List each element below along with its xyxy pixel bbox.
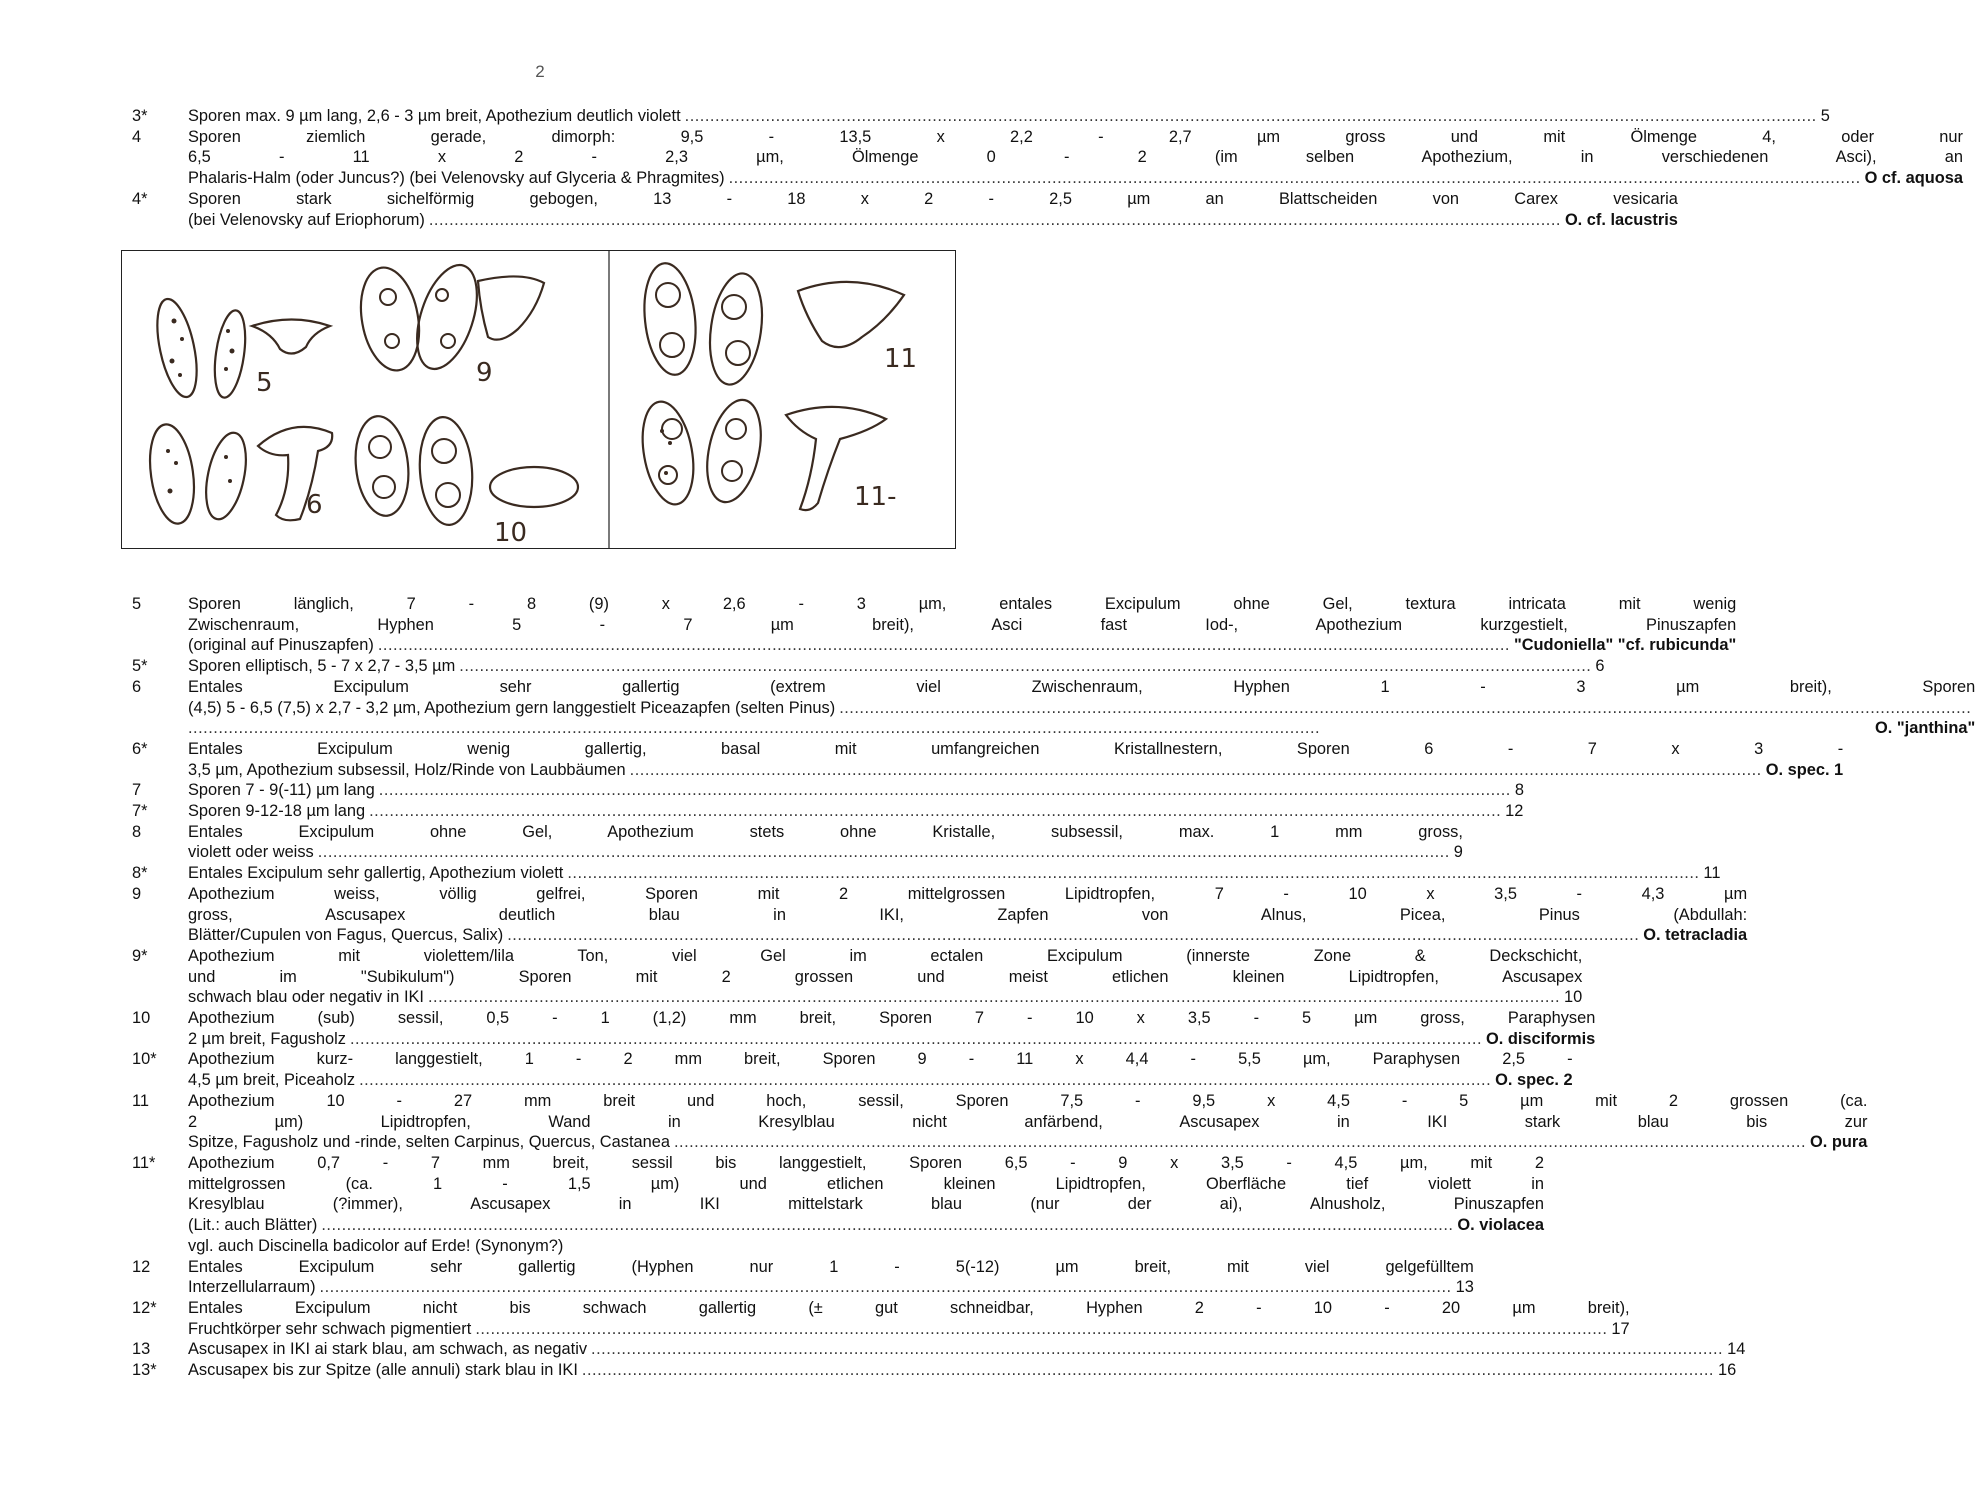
key-entry — [130, 739, 1844, 780]
leader-result: 8 — [1514, 781, 1524, 800]
leader-line — [188, 1215, 1544, 1236]
leader-line — [188, 210, 1678, 231]
leader-text: (bei Velenovsky auf Eriophorum) — [188, 210, 425, 229]
couplet-text — [188, 1091, 1867, 1153]
spore-drawing — [144, 422, 200, 527]
couplet-text — [188, 677, 1975, 739]
couplet-number: 5 — [132, 595, 142, 613]
key-entry — [130, 1049, 1573, 1090]
leader-line — [188, 1339, 1745, 1360]
leader-line — [188, 987, 1582, 1008]
leader-text: 3,5 µm, Apothezium subsessil, Holz/Rinde von Laubbäumen — [188, 760, 626, 779]
leader-result: O. tetracladia — [1643, 926, 1748, 945]
couplet-text — [188, 780, 1524, 801]
leader-text: Blätter/Cupulen von Fagus, Quercus, Salix) — [188, 926, 504, 945]
couplet-text — [188, 1008, 1595, 1049]
couplet-text — [188, 1257, 1474, 1298]
couplet-number: 11 — [132, 1091, 150, 1110]
couplet-text — [188, 106, 1830, 127]
leader-result: O. violacea — [1457, 1216, 1544, 1235]
leader-line — [188, 718, 1975, 739]
leader-line — [188, 925, 1747, 946]
couplet-text — [188, 189, 1678, 230]
text-line: Apothezium kurz- langgestielt, 1 - 2 mm breit, Sporen 9 - 11 x 4,4 - 5,5 µm, Paraphysen 2,5 - — [188, 1050, 1573, 1069]
couplet-number: 10 — [132, 1009, 151, 1028]
drawing-label: 9 — [476, 358, 493, 388]
dot-leader — [567, 863, 1699, 884]
key-entry — [130, 863, 1721, 884]
leader-result: 16 — [1717, 1361, 1737, 1380]
couplet-text — [188, 801, 1523, 822]
spore-drawing — [210, 308, 250, 399]
couplet-text — [188, 1153, 1544, 1257]
dot-leader — [507, 925, 1639, 946]
spore-drawing — [351, 414, 413, 519]
dot-leader — [674, 1132, 1806, 1153]
dot-leader — [378, 635, 1510, 656]
leader-text: Fruchtkörper sehr schwach pigmentiert — [188, 1319, 472, 1338]
text-line: gross, Ascusapex deutlich blau in IKI, Zapfen von Alnus, Picea, Pinus (Abdullah: — [188, 905, 1748, 924]
leader-line — [188, 1277, 1474, 1298]
couplet-number: 8* — [132, 864, 148, 883]
key-entry — [130, 656, 1605, 677]
key-entry — [130, 1360, 1737, 1381]
drawing-label: 5 — [256, 368, 273, 398]
leader-line — [188, 1029, 1595, 1050]
couplet-number: 6* — [132, 739, 148, 758]
leader-result: O. "janthina" — [1875, 719, 1975, 738]
text-line: Apothezium mit violettem/lila Ton, viel Gel im ectalen Excipulum (innerste Zone & Deckschicht, — [188, 946, 1583, 965]
dot-leader — [318, 842, 1450, 863]
couplet-text — [188, 1298, 1630, 1339]
spore-drawing — [699, 395, 770, 507]
text-line: Entales Excipulum ohne Gel, Apothezium stets ohne Kristalle, subsessil, max. 1 mm gross, — [188, 822, 1463, 841]
key-entry — [130, 946, 1583, 1008]
drawing-label: 11 — [884, 344, 918, 374]
spore-drawing — [416, 415, 475, 526]
couplet-text — [188, 1339, 1745, 1360]
spore-drawing — [635, 398, 700, 509]
key-entry — [130, 801, 1524, 822]
leader-result: O. spec. 2 — [1495, 1071, 1573, 1090]
spore-drawing — [639, 261, 700, 378]
key-entry — [130, 1008, 1596, 1049]
couplet-text — [188, 884, 1747, 946]
dot-leader — [188, 718, 1871, 739]
leader-result: 14 — [1727, 1340, 1746, 1359]
leader-line — [188, 863, 1720, 884]
leader-result: 10 — [1564, 988, 1583, 1007]
couplet-number: 7 — [132, 781, 142, 800]
couplet-text — [188, 594, 1736, 656]
dot-leader — [475, 1319, 1607, 1340]
couplet-number: 7* — [132, 802, 148, 821]
leader-line — [188, 168, 1963, 189]
spore-drawing — [353, 263, 426, 375]
couplet-number: 5* — [132, 657, 148, 676]
leader-text: (original auf Pinuszapfen) — [188, 636, 374, 655]
page-number: 2 — [535, 62, 545, 81]
leader-line — [188, 1360, 1736, 1381]
key-entry — [130, 127, 1963, 189]
leader-text: 4,5 µm breit, Piceaholz — [188, 1071, 356, 1090]
leader-text: Sporen 7 - 9(-11) µm lang — [188, 781, 375, 800]
leader-line — [188, 1070, 1573, 1091]
key-entry — [130, 189, 1678, 230]
dot-leader — [428, 987, 1560, 1008]
leader-line — [188, 698, 1975, 719]
leader-line — [188, 760, 1843, 781]
dot-leader — [379, 780, 1511, 801]
leader-text: schwach blau oder negativ in IKI — [188, 988, 424, 1007]
leader-result: 13 — [1455, 1278, 1474, 1297]
couplet-text — [188, 739, 1843, 780]
dot-leader — [591, 1339, 1723, 1360]
key-block-top — [130, 106, 1963, 230]
couplet-text — [188, 127, 1963, 189]
leader-result: "Cudoniella" "cf. rubicunda" — [1513, 636, 1737, 655]
leader-result: O. spec. 1 — [1765, 760, 1844, 779]
text-line: Sporen stark sichelförmig gebogen, 13 - 18 x 2 - 2,5 µm an Blattscheiden von Carex vesicaria — [188, 189, 1678, 208]
key-entry — [130, 106, 1830, 127]
leader-text: Sporen 9-12-18 µm lang — [188, 802, 366, 821]
couplet-number: 12 — [132, 1257, 151, 1276]
leader-text: Spitze, Fagusholz und -rinde, selten Carpinus, Quercus, Castanea — [188, 1133, 670, 1152]
dot-leader — [320, 1277, 1452, 1298]
text-line: Sporen ziemlich gerade, dimorph: 9,5 - 13,5 x 2,2 - 2,7 µm gross und mit Ölmenge 4, oder nur — [188, 127, 1963, 146]
leader-result: 6 — [1595, 657, 1605, 676]
couplet-text — [188, 1360, 1736, 1381]
text-line: Zwischenraum, Hyphen 5 - 7 µm breit), Asci fast Iod-, Apothezium kurzgestielt, Pinuszapfen — [188, 615, 1737, 634]
couplet-text — [188, 946, 1582, 1008]
spore-drawing — [703, 270, 768, 388]
dot-leader — [429, 210, 1561, 231]
apothecium-drawing — [252, 320, 330, 354]
dot-leader — [685, 106, 1817, 127]
text-line: und im "Subikulum") Sporen mit 2 grossen und meist etlichen kleinen Lipidtropfen, Ascusapex — [188, 967, 1583, 986]
text-line: Kresylblau (?immer), Ascusapex in IKI mittelstark blau (nur der ai), Alnusholz, Pinuszapfen — [188, 1195, 1544, 1214]
couplet-number: 10* — [132, 1050, 157, 1069]
dot-leader — [350, 1029, 1482, 1050]
text-line: Entales Excipulum nicht bis schwach gallertig (± gut schneidbar, Hyphen 2 - 10 - 20 µm breit), — [188, 1298, 1630, 1317]
leader-result: O cf. aquosa — [1864, 169, 1963, 188]
couplet-number: 12* — [132, 1298, 157, 1317]
leader-text: Interzellularraum) — [188, 1278, 316, 1297]
leader-line — [188, 842, 1463, 863]
leader-text: Sporen elliptisch, 5 - 7 x 2,7 - 3,5 µm — [188, 657, 456, 676]
couplet-number: 4* — [132, 189, 148, 208]
leader-line — [188, 780, 1524, 801]
spore-drawing — [199, 429, 253, 523]
text-line: mittelgrossen (ca. 1 - 1,5 µm) und etlichen kleinen Lipidtropfen, Oberfläche tief violett in — [188, 1174, 1544, 1193]
apothecium-drawing — [798, 282, 904, 347]
couplet-text — [188, 1049, 1573, 1090]
leader-result: 5 — [1820, 107, 1830, 125]
apothecium-drawing — [478, 276, 544, 339]
leader-line — [188, 1319, 1630, 1340]
couplet-number: 13* — [132, 1361, 157, 1380]
dot-leader — [321, 1215, 1453, 1236]
text-line: Apothezium 0,7 - 7 mm breit, sessil bis langgestielt, Sporen 6,5 - 9 x 3,5 - 4,5 µm, mit 2 — [188, 1153, 1544, 1172]
key-entry — [130, 1091, 1868, 1153]
text-line: Entales Excipulum sehr gallertig (Hyphen nur 1 - 5(-12) µm breit, mit viel gelgefülltem — [188, 1257, 1474, 1276]
leader-text: Ascusapex bis zur Spitze (alle annuli) stark blau in IKI — [188, 1361, 578, 1380]
couplet-number: 8 — [132, 822, 142, 841]
text-line: Entales Excipulum sehr gallertig (extrem viel Zwischenraum, Hyphen 1 - 3 µm breit), Sporen — [188, 677, 1975, 696]
couplet-number: 13 — [132, 1340, 151, 1359]
drawing-label: 10 — [494, 518, 528, 548]
key-entry — [130, 1298, 1630, 1339]
leader-result: O. disciformis — [1486, 1029, 1596, 1048]
drawing-label: 11- — [854, 482, 897, 512]
leader-result: 11 — [1703, 864, 1721, 883]
leader-text: Ascusapex in IKI ai stark blau, am schwach, as negativ — [188, 1340, 588, 1359]
text-line: 6,5 - 11 x 2 - 2,3 µm, Ölmenge 0 - 2 (im selben Apothezium, in verschiedenen Asci), an — [188, 148, 1963, 167]
couplet-number: 9 — [132, 884, 142, 903]
leader-line — [188, 635, 1736, 656]
spore-drawings-figure — [121, 250, 956, 549]
leader-line — [188, 801, 1523, 822]
text-line: 2 µm) Lipidtropfen, Wand in Kresylblau nicht anfärbend, Ascusapex in IKI stark blau bis zur — [188, 1112, 1868, 1131]
leader-result: 9 — [1453, 843, 1463, 862]
dot-leader — [630, 760, 1762, 781]
text-line: Apothezium 10 - 27 mm breit und hoch, sessil, Sporen 7,5 - 9,5 x 4,5 - 5 µm mit 2 grossen (ca. — [188, 1091, 1868, 1110]
drawing-label: 6 — [306, 490, 323, 520]
couplet-text — [188, 656, 1604, 677]
text-line: vgl. auch Discinella badicolor auf Erde! (Synonym?) — [188, 1236, 564, 1255]
leader-line — [188, 656, 1604, 677]
couplet-number: 4 — [132, 127, 142, 146]
leader-result: O. cf. lacustris — [1564, 210, 1678, 229]
key-entry — [130, 677, 1975, 739]
key-block-main — [130, 594, 1975, 1381]
apothecium-drawing — [490, 467, 578, 507]
key-entry — [130, 780, 1524, 801]
text-line: Apothezium (sub) sessil, 0,5 - 1 (1,2) mm breit, Sporen 7 - 10 x 3,5 - 5 µm gross, Paraphysen — [188, 1009, 1596, 1028]
text-line: Apothezium weiss, völlig gelfrei, Sporen mit 2 mittelgrossen Lipidtropfen, 7 - 10 x 3,5 - 4,3 µm — [188, 884, 1748, 903]
key-entry — [130, 1339, 1746, 1360]
leader-text: Entales Excipulum sehr gallertig, Apothezium violett — [188, 864, 564, 883]
leader-text: Phalaris-Halm (oder Juncus?) (bei Velenovsky auf Glyceria & Phragmites) — [188, 169, 725, 188]
key-entry — [130, 1257, 1474, 1298]
leader-result: O. pura — [1810, 1133, 1868, 1152]
couplet-text — [188, 863, 1720, 884]
leader-result: 17 — [1611, 1319, 1630, 1338]
couplet-number: 3* — [132, 107, 148, 125]
spore-drawing — [150, 296, 204, 401]
dot-leader — [582, 1360, 1714, 1381]
leader-text: Sporen max. 9 µm lang, 2,6 - 3 µm breit, Apothezium deutlich violett — [188, 107, 681, 125]
dot-leader — [839, 698, 1971, 719]
key-entry — [130, 594, 1737, 656]
text-line: Sporen länglich, 7 - 8 (9) x 2,6 - 3 µm, entales Excipulum ohne Gel, textura intricata mit wenig — [188, 595, 1737, 613]
leader-line — [188, 1132, 1867, 1153]
couplet-number: 11* — [132, 1153, 156, 1172]
couplet-number: 6 — [132, 677, 142, 696]
key-entry — [130, 1153, 1544, 1257]
text-line: Entales Excipulum wenig gallertig, basal mit umfangreichen Kristallnestern, Sporen 6 - 7 x 3 - — [188, 739, 1844, 758]
leader-text: (Lit.: auch Blätter) — [188, 1216, 318, 1235]
leader-text: 2 µm breit, Fagusholz — [188, 1029, 346, 1048]
dot-leader — [729, 168, 1861, 189]
drawings-svg — [122, 251, 955, 548]
leader-line — [188, 106, 1830, 127]
couplet-text — [188, 822, 1463, 863]
dot-leader — [369, 801, 1501, 822]
key-entry — [130, 822, 1463, 863]
key-entry — [130, 884, 1748, 946]
dot-leader — [359, 1070, 1491, 1091]
dot-leader — [459, 656, 1591, 677]
leader-text: violett oder weiss — [188, 843, 314, 862]
couplet-number: 9* — [132, 946, 148, 965]
leader-result: 12 — [1505, 802, 1524, 821]
leader-text: (4,5) 5 - 6,5 (7,5) x 2,7 - 3,2 µm, Apothezium gern langgestielt Piceazapfen (selten Pinus) — [188, 698, 836, 717]
